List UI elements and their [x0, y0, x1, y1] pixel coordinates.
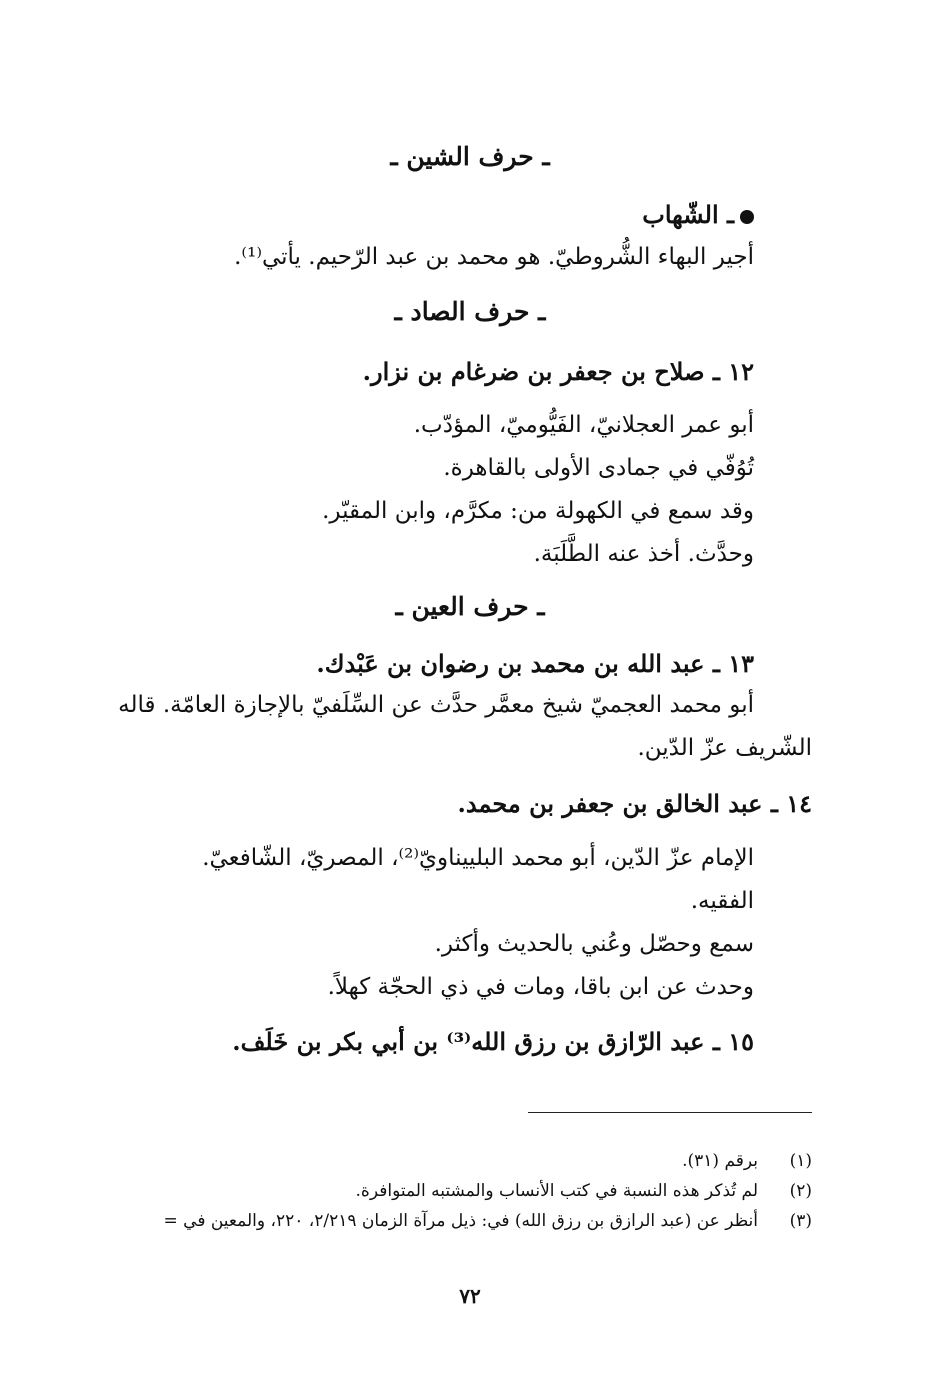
footnote-3-text: أنظر عن (عبد الرازق بن رزق الله) في: ذيل مرآة الزمان ٢/٢١٩، ٢٢٠، والمعين في =	[163, 1211, 758, 1231]
entry-12-line-2: تُوُفّي في جمادى الأولى بالقاهرة.	[443, 455, 754, 481]
entry-12-line-1: أبو عمر العجلانيّ، الفَيُّوميّ، المؤدّب.	[413, 412, 754, 438]
entry-14-title: ١٤ ـ عبد الخالق بن جعفر بن محمد.	[457, 789, 812, 818]
footnote-2-text: لم تُذكر هذه النسبة في كتب الأنساب والمشتبه المتوافرة.	[355, 1181, 758, 1201]
footnote-1-text: برقم (٣١).	[682, 1151, 758, 1171]
entry-13-title: ١٣ ـ عبد الله بن محمد بن رضوان بن عَبْدك.	[316, 649, 754, 678]
page-number: ٧٢	[459, 1284, 481, 1308]
entry-14-line-2: الفقيه.	[690, 888, 754, 914]
entry-14-line-1: الإمام عزّ الدّين، أبو محمد البلييناويّ⁽²⁾، المصريّ، الشّافعيّ.	[202, 845, 754, 871]
footnote-1-number: (١)	[789, 1151, 812, 1171]
footnote-2	[356, 1181, 812, 1201]
footnote-3	[164, 1211, 812, 1231]
section-heading-shin: ـ حرف الشين ـ	[390, 142, 550, 171]
entry-14-line-3: سمع وحصّل وعُني بالحديث وأكثر.	[434, 931, 754, 957]
entry-12-title: ١٢ ـ صلاح بن جعفر بن ضرغام بن نزار.	[362, 357, 754, 386]
entry-shihab-text: أجير البهاء الشُّروطيّ. هو محمد بن عبد الرّحيم. يأتي⁽¹⁾.	[234, 244, 754, 270]
footnote-3-number: (٣)	[789, 1211, 812, 1231]
footnote-divider	[528, 1112, 812, 1113]
entry-shihab-title-text: ـ الشّهاب	[642, 200, 734, 229]
entry-shihab-title	[642, 201, 754, 230]
footnote-2-number: (٢)	[789, 1181, 812, 1201]
bullet-icon	[740, 210, 754, 224]
entry-13-line-1: أبو محمد العجميّ شيخ معمَّر حدَّث عن السِّلَفيّ بالإجازة العامّة. قاله	[118, 692, 754, 718]
entry-15-title: ١٥ ـ عبد الرّازق بن رزق الله⁽³⁾ بن أبي بكر بن خَلَف.	[232, 1027, 754, 1056]
section-heading-ayn: ـ حرف العين ـ	[395, 592, 545, 621]
entry-13-line-2: الشّريف عزّ الدّين.	[637, 735, 812, 761]
footnote-1	[682, 1151, 812, 1171]
entry-12-line-3: وقد سمع في الكهولة من: مكرَّم، وابن المقيّر.	[322, 498, 754, 524]
section-heading-sad: ـ حرف الصاد ـ	[394, 297, 546, 326]
entry-14-line-4: وحدث عن ابن باقا، ومات في ذي الحجّة كهلاً.	[327, 974, 754, 1000]
entry-12-line-4: وحدَّث. أخذ عنه الطَّلَبَة.	[533, 541, 754, 567]
